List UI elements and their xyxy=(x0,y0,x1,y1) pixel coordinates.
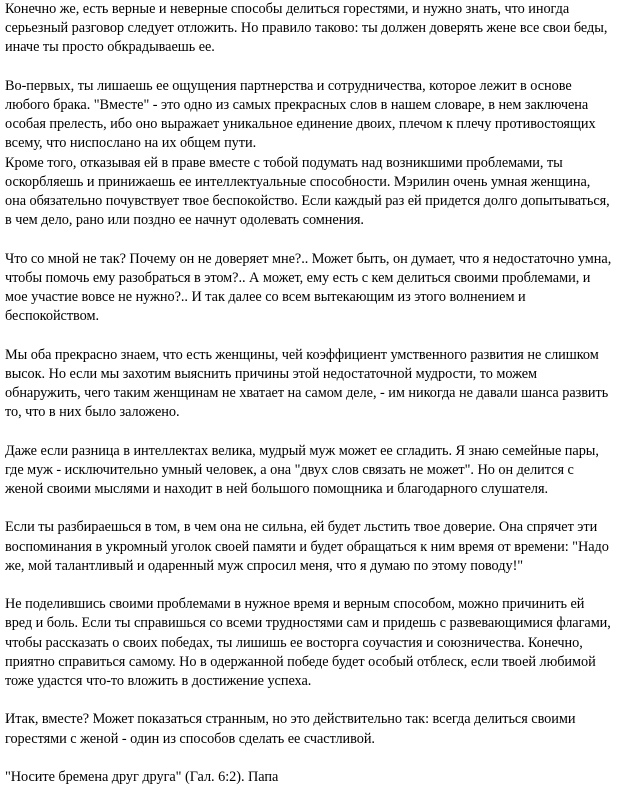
paragraph: Кроме того, отказывая ей в праве вместе с тобой подумать над возникшими проблемами, ты оскорбляешь и принижаешь ее интеллектуальные способности. Мэрилин очень умная женщина, она обязательно почувствует твое беспокойство. Если каждый раз ей придется долго допытываться, в чем дело, рано или поздно ее начнут одолевать сомнения. xyxy=(5,154,610,229)
paragraph: Даже если разница в интеллектах велика, мудрый муж может ее сгладить. Я знаю семейные пары, где муж - исключительно умный человек, а она "двух слов связать не может". Но он делится с женой своими мыслями и находит в ней большого помощника и благодарного слушателя. xyxy=(5,442,599,498)
paragraph: Конечно же, есть верные и неверные способы делиться горестями, и нужно знать, что иногда серьезный разговор следует отложить. Но правило таково: ты должен доверять жене все свои беды, иначе ты просто обкрадываешь ее. xyxy=(5,1,608,56)
paragraph: Мы оба прекрасно знаем, что есть женщины, чей коэффициент умственного развития не слишком высок. Но если мы захотим выяснить причины этой недостаточной мудрости, то можем обнаружить, чего таким женщинам не хватает на самом деле, - им никогда не давали шанса развить то, что в них было заложено. xyxy=(5,346,609,421)
paragraph: Не поделившись своими проблемами в нужное время и верным способом, можно причинить ей вред и боль. Если ты справишься со всеми трудностями сам и придешь с развевающимися флагами, чтобы рассказать о своих победах, ты лишишь ее восторга соучастия и союзничества. Конечно, приятно справиться самому. Но в одержанной победе будет особый отблеск, если твоей любимой тоже удастся что-то вложить в достижение успеха. xyxy=(5,596,611,690)
paragraph: Что со мной не так? Почему он не доверяет мне?.. Может быть, он думает, что я недостаточно умна, чтобы помочь ему разобраться в этом?.. А может, ему есть с кем делиться своими проблемами, и мое участие вовсе не нужно?.. И так далее со всем вытекающим из этого волнением и беспокойством. xyxy=(5,250,612,325)
paragraph: Во-первых, ты лишаешь ее ощущения партнерства и сотрудничества, которое лежит в основе любого брака. "Вместе" - это одно из самых прекрасных слов в нашем словаре, в нем заключена особая прелесть, ибо оно выражает уникальное единение двоих, плечом к плечу противостоящих всему, что ниспослано на их общем пути. xyxy=(5,77,596,152)
paragraph: "Носите бремена друг друга" (Гал. 6:2). Папа xyxy=(5,769,279,785)
paragraph: Итак, вместе? Может показаться странным, но это действительно так: всегда делиться своими горестями с женой - один из способов сделать ее счастливой. xyxy=(5,711,576,747)
paragraph: Если ты разбираешься в том, в чем она не сильна, ей будет льстить твое доверие. Она спрячет эти воспоминания в укромный уголок своей памяти и будет обращаться к ним время от времени: "Надо же, мой талантливый и одаренный муж спросил меня, что я думаю по этому поводу!" xyxy=(5,519,609,574)
